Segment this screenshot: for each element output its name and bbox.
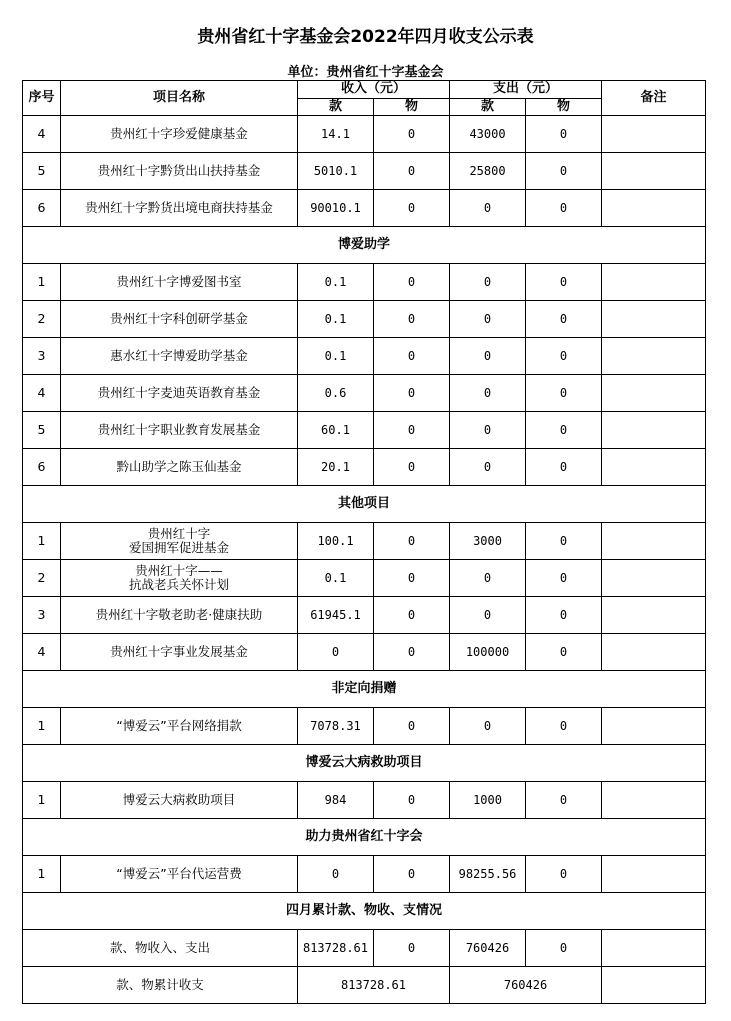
section-heading: 助力贵州省红十字会 — [23, 819, 706, 856]
cell-out-goods: 0 — [526, 560, 602, 597]
cell-out-goods: 0 — [526, 412, 602, 449]
cell-note — [602, 856, 706, 893]
unit-label: 单位：贵州省红十字基金会 — [287, 65, 444, 80]
cell-note — [602, 523, 706, 560]
table-row — [23, 375, 706, 412]
cell-out-money: 43000 — [450, 116, 526, 153]
cell-out-money: 0 — [450, 338, 526, 375]
cell-in-goods: 0 — [374, 153, 450, 190]
cell-out-goods: 0 — [526, 153, 602, 190]
cell-note — [602, 967, 706, 1004]
cell-out-goods: 0 — [526, 597, 602, 634]
cell-in-money: 14.1 — [298, 116, 374, 153]
header-note: 备注 — [602, 81, 706, 116]
cell-in-goods: 0 — [374, 338, 450, 375]
table-row — [23, 597, 706, 634]
totals-out-money: 760426 — [450, 930, 526, 967]
cell-out-goods: 0 — [526, 375, 602, 412]
table-row — [23, 264, 706, 301]
cell-name-line1: 贵州红十字—— — [135, 563, 223, 578]
cell-in-goods: 0 — [374, 375, 450, 412]
cell-in-goods: 0 — [374, 264, 450, 301]
cell-note — [602, 153, 706, 190]
cell-out-money: 25800 — [450, 153, 526, 190]
cell-out-goods: 0 — [526, 634, 602, 671]
cell-seq: 3 — [23, 597, 61, 634]
totals-label: 款、物收入、支出 — [23, 930, 298, 967]
cumulative-expense: 760426 — [450, 967, 602, 1004]
cell-seq: 2 — [23, 301, 61, 338]
finance-table — [22, 80, 706, 1004]
cell-in-goods: 0 — [374, 856, 450, 893]
cell-note — [602, 560, 706, 597]
section-heading: 博爱云大病救助项目 — [23, 745, 706, 782]
cell-note — [602, 782, 706, 819]
cell-name: 贵州红十字职业教育发展基金 — [61, 412, 298, 449]
header-income-goods: 物 — [374, 98, 450, 116]
cell-out-money: 3000 — [450, 523, 526, 560]
cell-in-goods: 0 — [374, 523, 450, 560]
cell-in-money: 0.1 — [298, 264, 374, 301]
cell-in-goods: 0 — [374, 560, 450, 597]
cell-name-line2: 抗战老兵关怀计划 — [128, 577, 229, 592]
cell-name: 贵州红十字黔货出境电商扶持基金 — [61, 190, 298, 227]
cell-in-money: 0.1 — [298, 560, 374, 597]
table-row — [23, 301, 706, 338]
cell-name-line1: 贵州红十字 — [147, 526, 211, 541]
cell-out-money: 0 — [450, 301, 526, 338]
cell-in-money: 0.1 — [298, 338, 374, 375]
totals-in-goods: 0 — [374, 930, 450, 967]
cell-seq: 6 — [23, 449, 61, 486]
cell-name: 黔山助学之陈玉仙基金 — [61, 449, 298, 486]
table-row — [23, 449, 706, 486]
cumulative-label: 款、物累计收支 — [23, 967, 298, 1004]
table-row — [23, 412, 706, 449]
cell-note — [602, 338, 706, 375]
cell-out-money: 0 — [450, 375, 526, 412]
header-name: 项目名称 — [61, 81, 298, 116]
cell-out-goods: 0 — [526, 856, 602, 893]
cell-name — [61, 523, 298, 560]
cell-name: 贵州红十字事业发展基金 — [61, 634, 298, 671]
cell-in-money: 60.1 — [298, 412, 374, 449]
cell-out-goods: 0 — [526, 301, 602, 338]
cell-name: 贵州红十字博爱图书室 — [61, 264, 298, 301]
cell-out-goods: 0 — [526, 264, 602, 301]
cell-seq: 4 — [23, 375, 61, 412]
cell-out-goods: 0 — [526, 338, 602, 375]
cell-name: 贵州红十字珍爱健康基金 — [61, 116, 298, 153]
totals-in-money: 813728.61 — [298, 930, 374, 967]
cell-name: 贵州红十字黔货出山扶持基金 — [61, 153, 298, 190]
cell-out-money: 0 — [450, 449, 526, 486]
cell-note — [602, 708, 706, 745]
cell-out-money: 100000 — [450, 634, 526, 671]
cell-seq: 4 — [23, 116, 61, 153]
cell-seq: 4 — [23, 634, 61, 671]
header-income: 收入（元） — [298, 81, 450, 99]
cell-out-money: 0 — [450, 597, 526, 634]
cell-seq: 5 — [23, 153, 61, 190]
totals-out-goods: 0 — [526, 930, 602, 967]
cell-in-goods: 0 — [374, 597, 450, 634]
cell-name-line2: 爱国拥军促进基金 — [128, 540, 229, 555]
cumulative-row — [23, 967, 706, 1004]
section-heading: 博爱助学 — [23, 227, 706, 264]
cell-name — [61, 560, 298, 597]
cell-out-money: 98255.56 — [450, 856, 526, 893]
table-row — [23, 856, 706, 893]
cell-note — [602, 449, 706, 486]
cell-in-goods: 0 — [374, 782, 450, 819]
cell-note — [602, 190, 706, 227]
cell-in-goods: 0 — [374, 449, 450, 486]
cell-in-money: 90010.1 — [298, 190, 374, 227]
table-row — [23, 116, 706, 153]
cell-name: 博爱云大病救助项目 — [61, 782, 298, 819]
cell-in-goods: 0 — [374, 116, 450, 153]
cell-out-money: 0 — [450, 560, 526, 597]
cell-note — [602, 634, 706, 671]
cell-in-goods: 0 — [374, 412, 450, 449]
cell-note — [602, 264, 706, 301]
cell-out-money: 0 — [450, 708, 526, 745]
cell-note — [602, 375, 706, 412]
cell-out-goods: 0 — [526, 449, 602, 486]
cell-out-money: 0 — [450, 190, 526, 227]
cell-seq: 2 — [23, 560, 61, 597]
table-row — [23, 560, 706, 597]
page-title: 贵州省红十字基金会2022年四月收支公示表 — [197, 27, 534, 47]
table-row — [23, 190, 706, 227]
cell-in-money: 984 — [298, 782, 374, 819]
cell-in-money: 20.1 — [298, 449, 374, 486]
cell-out-money: 0 — [450, 264, 526, 301]
cell-name: 惠水红十字博爱助学基金 — [61, 338, 298, 375]
cell-seq: 5 — [23, 412, 61, 449]
cell-note — [602, 930, 706, 967]
cell-in-goods: 0 — [374, 634, 450, 671]
cell-seq: 1 — [23, 264, 61, 301]
table-row — [23, 523, 706, 560]
cell-in-money: 5010.1 — [298, 153, 374, 190]
cell-seq: 1 — [23, 856, 61, 893]
cell-out-money: 1000 — [450, 782, 526, 819]
cell-note — [602, 116, 706, 153]
cell-in-goods: 0 — [374, 190, 450, 227]
cumulative-income: 813728.61 — [298, 967, 450, 1004]
cell-name: “博爱云”平台代运营费 — [61, 856, 298, 893]
section-heading: 四月累计款、物收、支情况 — [23, 893, 706, 930]
cell-out-money: 0 — [450, 412, 526, 449]
table-row — [23, 708, 706, 745]
cell-out-goods: 0 — [526, 708, 602, 745]
cell-in-money: 7078.31 — [298, 708, 374, 745]
cell-note — [602, 301, 706, 338]
cell-name: 贵州红十字麦迪英语教育基金 — [61, 375, 298, 412]
cell-in-money: 0 — [298, 856, 374, 893]
cell-in-goods: 0 — [374, 708, 450, 745]
cell-out-goods: 0 — [526, 523, 602, 560]
header-expense: 支出（元） — [450, 81, 602, 99]
cell-name: 贵州红十字敬老助老·健康扶助 — [61, 597, 298, 634]
table-row — [23, 634, 706, 671]
cell-out-goods: 0 — [526, 782, 602, 819]
table-row — [23, 782, 706, 819]
totals-row — [23, 930, 706, 967]
table-row — [23, 338, 706, 375]
header-seq: 序号 — [23, 81, 61, 116]
cell-in-money: 0.1 — [298, 301, 374, 338]
cell-seq: 6 — [23, 190, 61, 227]
cell-in-money: 100.1 — [298, 523, 374, 560]
header-expense-goods: 物 — [526, 98, 602, 116]
header-income-money: 款 — [298, 98, 374, 116]
section-heading: 其他项目 — [23, 486, 706, 523]
cell-out-goods: 0 — [526, 116, 602, 153]
cell-in-money: 0 — [298, 634, 374, 671]
cell-in-money: 0.6 — [298, 375, 374, 412]
cell-seq: 1 — [23, 708, 61, 745]
cell-name: 贵州红十字科创研学基金 — [61, 301, 298, 338]
section-heading: 非定向捐赠 — [23, 671, 706, 708]
cell-seq: 1 — [23, 523, 61, 560]
cell-out-goods: 0 — [526, 190, 602, 227]
cell-seq: 1 — [23, 782, 61, 819]
cell-in-goods: 0 — [374, 301, 450, 338]
cell-note — [602, 597, 706, 634]
cell-in-money: 61945.1 — [298, 597, 374, 634]
table-row — [23, 153, 706, 190]
cell-name: “博爱云”平台网络捐款 — [61, 708, 298, 745]
cell-seq: 3 — [23, 338, 61, 375]
cell-note — [602, 412, 706, 449]
header-expense-money: 款 — [450, 98, 526, 116]
